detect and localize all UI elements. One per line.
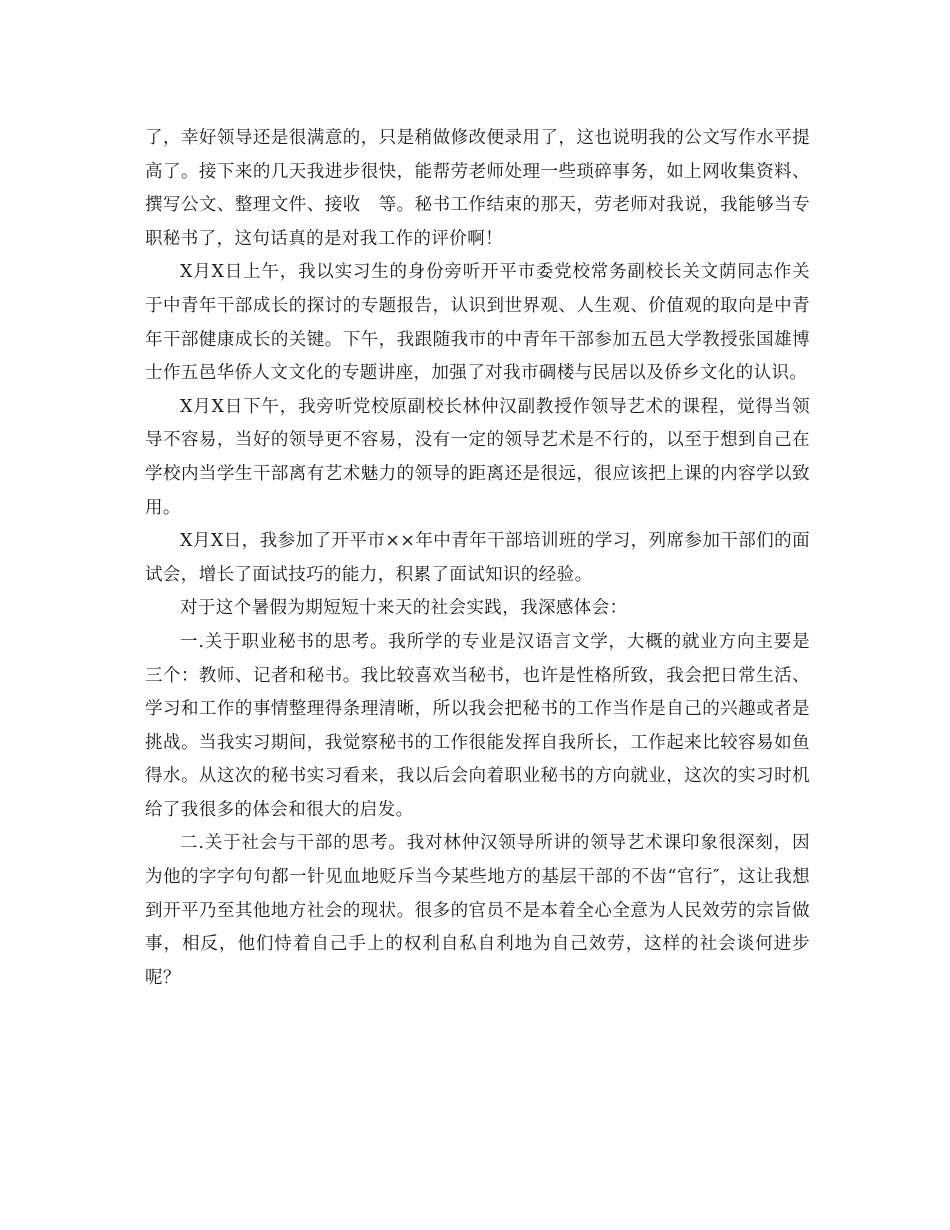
paragraph-7: 二.关于社会与干部的思考。我对林仲汉领导所讲的领导艺术课印象很深刻，因为他的字字句句都一针见血地贬斥当今某些地方的基层干部的不齿“官行″，这让我想到开平乃至其他地方社会的现状。很多的官员不是本着全心全意为人民效劳的宗旨做事，相反，他们恃着自己手上的权利自私自利地为自己效劳，这样的社会谈何进步呢？	[145, 833, 810, 988]
paragraph-4: X月X日，我参加了开平市××年中青年干部培训班的学习，列席参加干部们的面试会，增长了面试技巧的能力，积累了面试知识的经验。	[145, 531, 810, 585]
paragraph-6: 一.关于职业秘书的思考。我所学的专业是汉语言文学，大概的就业方向主要是三个：教师、记者和秘书。我比较喜欢当秘书，也许是性格所致，我会把日常生活、学习和工作的事情整理得条理清晰，所以我会把秘书的工作当作是自己的兴趣或者是挑战。当我实习期间，我觉察秘书的工作很能发挥自我所长，工作起来比较容易如鱼得水。从这次的秘书实习看来，我以后会向着职业秘书的方向就业，这次的实习时机给了我很多的体会和很大的启发。	[145, 631, 810, 820]
paragraph-1: 了，幸好领导还是很满意的，只是稍做修改便录用了，这也说明我的公文写作水平提高了。接下来的几天我进步很快，能帮劳老师处理一些琐碎事务，如上网收集资料、撰写公文、整理文件、接收 等。秘书工作结束的那天，劳老师对我说，我能够当专职秘书了，这句话真的是对我工作的评价啊！	[145, 128, 810, 249]
document-body	[145, 122, 810, 995]
paragraph-5: 对于这个暑假为期短短十来天的社会实践，我深感体会：	[180, 598, 628, 619]
paragraph-3: X月X日下午，我旁听党校原副校长林仲汉副教授作领导艺术的课程，觉得当领导不容易，当好的领导更不容易，没有一定的领导艺术是不行的，以至于想到自己在学校内当学生干部离有艺术魅力的领导的距离还是很远，很应该把上课的内容学以致用。	[145, 396, 810, 518]
paragraph-2: X月X日上午，我以实习生的身份旁听开平市委党校常务副校长关文荫同志作关于中青年干部成长的探讨的专题报告，认识到世界观、人生观、价值观的取向是中青年干部健康成长的关键。下午，我跟随我市的中青年干部参加五邑大学教授张国雄博士作五邑华侨人文文化的专题讲座，加强了对我市碉楼与民居以及侨乡文化的认识。	[145, 262, 810, 384]
